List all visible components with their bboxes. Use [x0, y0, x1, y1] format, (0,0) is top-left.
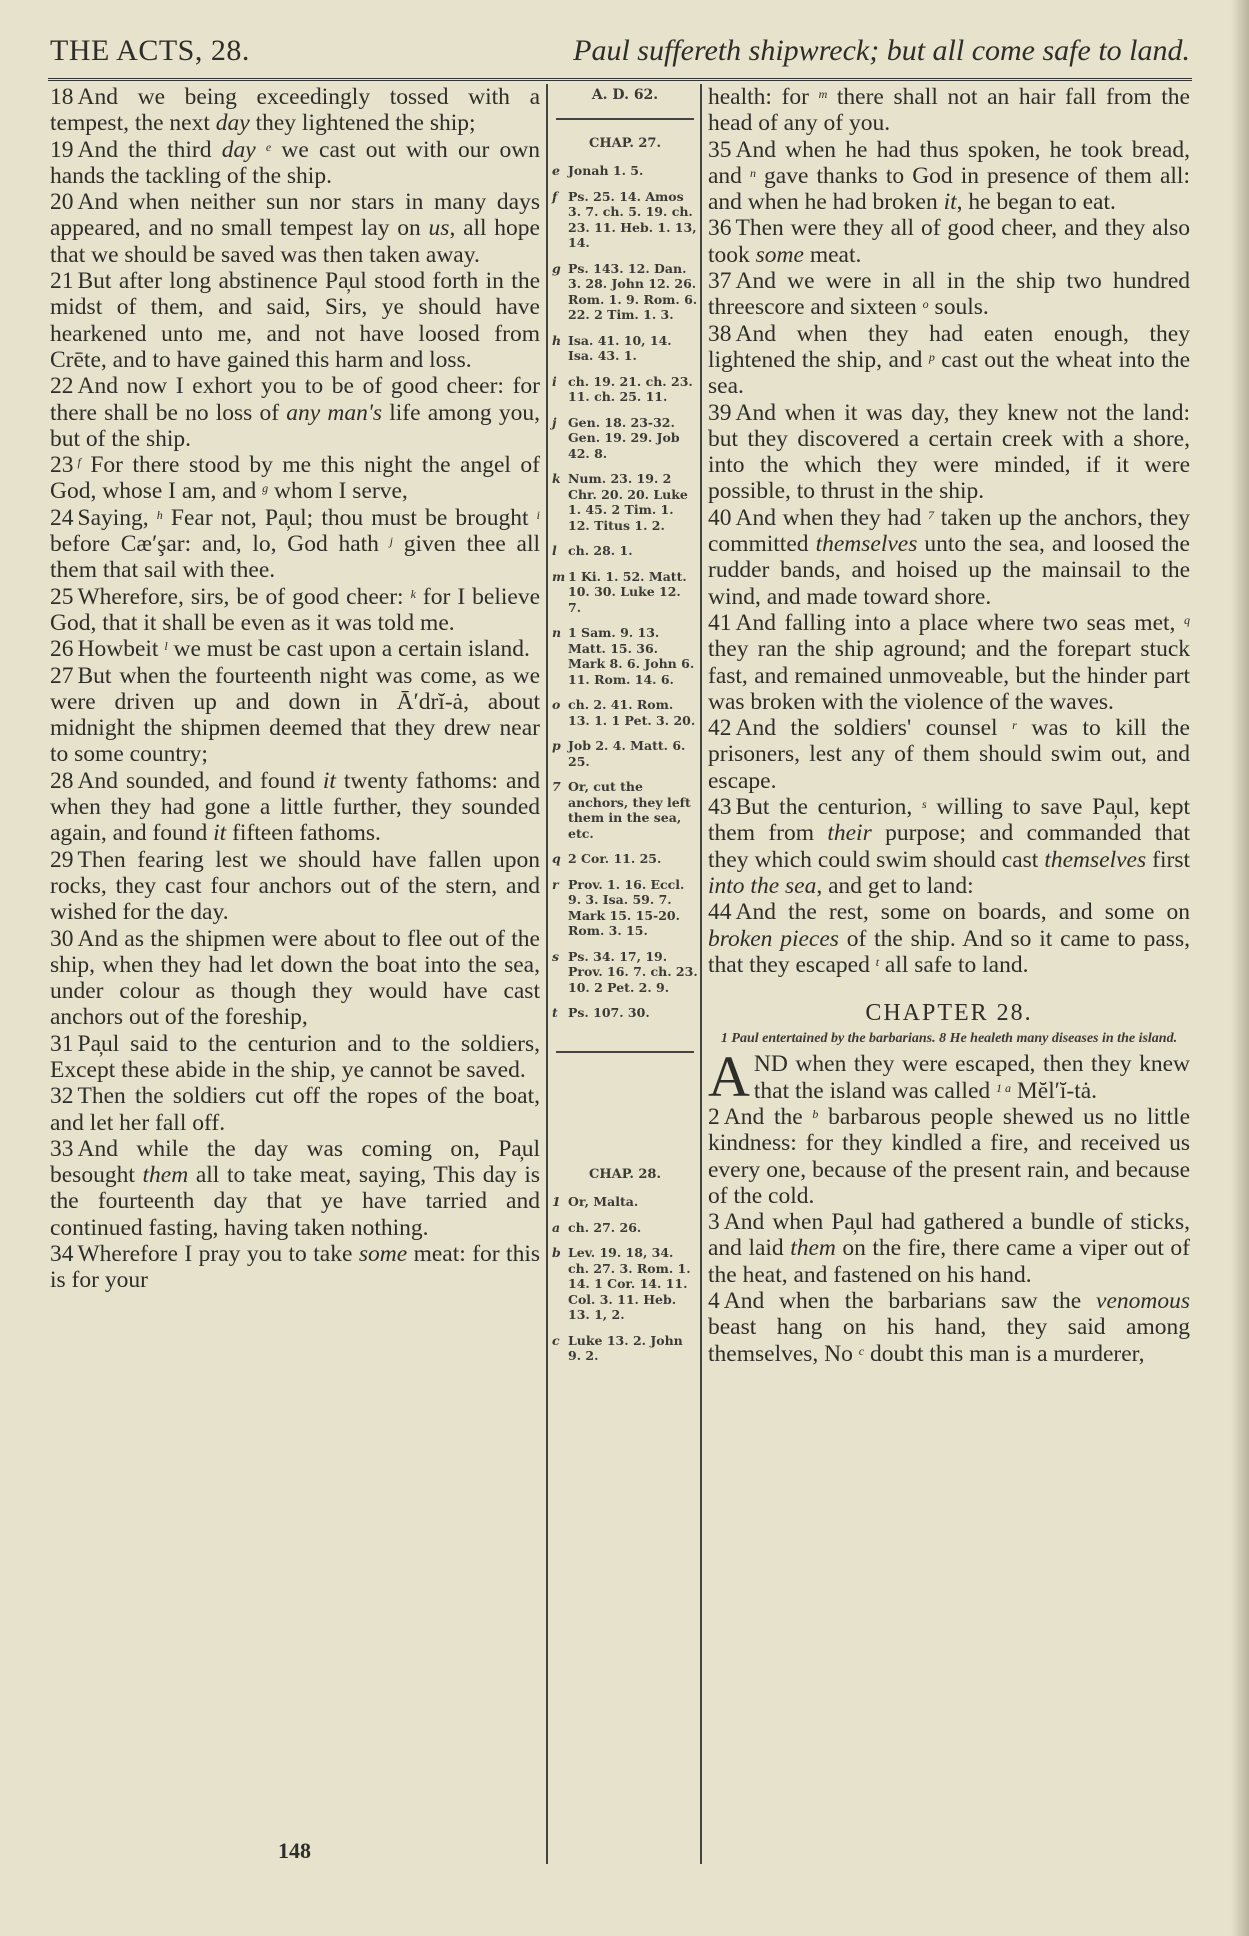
cross-reference: [552, 1194, 698, 1210]
verse: [708, 715, 1190, 794]
reference-mark: b: [812, 1106, 819, 1121]
reference-text: 2 Cor. 11. 25.: [568, 851, 662, 866]
verse-text: And as the shipmen were about to flee out of the ship, when they had let down the boat into the sea, under colour as though they would have cast anchors out of the foreship,: [50, 925, 540, 1031]
reference-mark: f: [77, 455, 81, 470]
cross-reference: [552, 189, 698, 251]
italic-text: it: [213, 820, 227, 847]
cross-reference: [552, 374, 698, 405]
italic-text: themselves: [1044, 846, 1147, 873]
reference-marker: 7: [552, 779, 561, 794]
italic-text: it: [322, 767, 336, 794]
reference-marker: t: [552, 1005, 558, 1020]
verse-text: ND when they were escaped, then they knew that the island was called $^{1 a}$ Mĕl′ĭ-tȧ.: [753, 1051, 1190, 1104]
chapter-heading: CHAPTER 28.: [865, 1000, 1033, 1027]
verse-number: 26: [50, 636, 74, 663]
reference-text: Or, Malta.: [568, 1194, 639, 1209]
column-divider: [700, 84, 702, 1864]
reference-mark: l: [164, 639, 168, 654]
verse-number: 28: [50, 767, 74, 794]
verse-text: health: for $^m$ there shall not an hair fall from the head of any of you.: [708, 84, 1190, 137]
verse-number: 39: [708, 399, 732, 426]
italic-text: themselves: [815, 531, 918, 558]
verse: [50, 505, 540, 584]
verse-number: 31: [50, 1030, 74, 1057]
cross-reference: [552, 333, 698, 364]
book-chapter-title: THE ACTS, 28.: [50, 34, 250, 67]
reference-mark: e: [265, 139, 272, 154]
verse-text: Then the soldiers cut off the ropes of the boat, and let her fall off.: [50, 1083, 540, 1136]
cross-reference: [552, 949, 698, 996]
verse: [708, 84, 1190, 137]
italic-text: them: [790, 1235, 836, 1262]
cross-reference: [552, 1333, 698, 1364]
cross-reference: [552, 1005, 698, 1021]
chapter-27-refs-label: CHAP. 27.: [588, 135, 661, 151]
reference-text: Prov. 1. 16. Eccl. 9. 3. Isa. 59. 7. Mark 15. 15-20. Rom. 3. 15.: [568, 876, 685, 938]
cross-reference: [552, 851, 698, 867]
verse-text: And the $^b$ barbarous people shewed us no little kindness: for they kindled a fire, and received us every one, because of the present rain, and because of the cold.: [708, 1103, 1190, 1209]
verse: [50, 268, 540, 373]
reference-marker: e: [552, 163, 560, 178]
reference-text: ch. 28. 1.: [568, 543, 633, 558]
verse-text: And when it was day, they knew not the land: but they discovered a certain creek with a shore, into the which they were minded, if it were possible, to thrust in the ship.: [708, 399, 1190, 505]
cross-reference: [552, 697, 698, 728]
verse: [50, 1031, 540, 1084]
reference-text: Ps. 107. 30.: [568, 1005, 650, 1020]
verse: [708, 321, 1190, 400]
running-header: [50, 30, 1190, 72]
chapter-27-references: [552, 163, 698, 1021]
italic-text: their: [827, 820, 872, 847]
verse-text: And when Pa̦ul had gathered a bundle of sticks, and laid them on the fire, there came a viper out of the heat, and fastened on his hand.: [708, 1209, 1190, 1288]
right-text-column: [708, 84, 1190, 1367]
verse-text: Wherefore, sirs, be of good cheer: $^k$ for I believe God, that it shall be even as it was told me.: [50, 583, 540, 636]
chapter-summary: 1 Paul entertained by the barbarians. 8 He healeth many diseases in the island.: [720, 1031, 1178, 1047]
cross-reference: [552, 569, 698, 616]
italic-text: day: [221, 136, 256, 163]
page-summary: Paul suffereth shipwreck; but all come safe to land.: [573, 34, 1190, 67]
era-date: A. D. 62.: [591, 87, 659, 103]
verse: [708, 794, 1190, 899]
verse-number: 19: [50, 136, 74, 163]
verse-text: And when neither sun nor stars in many days appeared, and no small tempest lay on us, all hope that we should be saved was then taken away.: [50, 189, 540, 268]
reference-marker: l: [552, 543, 557, 558]
verse-number: 25: [50, 583, 74, 610]
verse: [708, 137, 1190, 216]
verse-text: And when they had $^7$ taken up the anchors, they committed themselves unto the sea, and loosed the rudder bands, and hoised up the mainsail to the wind, and made toward shore.: [708, 504, 1191, 610]
verse-number: 42: [708, 715, 732, 742]
reference-text: Or, cut the anchors, they left them in the sea, etc.: [568, 779, 691, 841]
verse-number: 29: [50, 846, 74, 873]
reference-text: ch. 19. 21. ch. 23. 11. ch. 25. 11.: [568, 373, 693, 404]
verse: [50, 768, 540, 847]
italic-text: them: [142, 1162, 189, 1189]
reference-text: 1 Sam. 9. 13. Matt. 15. 36. Mark 8. 6. John 6. 11. Rom. 14. 6.: [568, 625, 695, 687]
verse-text: Then were they all of good cheer, and they also took some meat.: [708, 215, 1190, 268]
verse-number: 36: [708, 215, 732, 242]
reference-marker: k: [552, 471, 561, 486]
reference-text: 1 Ki. 1. 52. Matt. 10. 30. Luke 12. 7.: [568, 568, 687, 615]
verse-text: And we were in all in the ship two hundred threescore and sixteen $^o$ souls.: [708, 268, 1190, 321]
reference-text: Ps. 143. 12. Dan. 3. 28. John 12. 26. Rom. 1. 9. Rom. 6. 22. 2 Tim. 1. 3.: [568, 260, 698, 322]
cross-reference: [552, 1220, 698, 1236]
reference-marker: p: [552, 738, 561, 753]
verse-number: 44: [708, 899, 732, 926]
verse-number: 38: [708, 320, 732, 347]
reference-marker: s: [552, 948, 560, 964]
reference-text: Luke 13. 2. John 9. 2.: [568, 1332, 683, 1363]
verse: [708, 1209, 1190, 1288]
verse: [708, 899, 1190, 978]
verse-text: Pa̦ul said to the centurion and to the soldiers, Except these abide in the ship, ye cannot be saved.: [50, 1030, 540, 1083]
italic-text: day: [215, 110, 250, 137]
reference-marker: b: [552, 1245, 561, 1260]
cross-reference: [552, 471, 698, 533]
verse-text: And the third day $^e$ we cast out with our own hands the tackling of the ship.: [50, 136, 540, 189]
reference-mark: r: [1012, 718, 1017, 733]
verse-text: $^f$ For there stood by me this night the angel of God, whose I am, and $^g$ whom I serve,: [50, 452, 540, 505]
verse-number: 41: [708, 609, 732, 636]
reference-mark: k: [410, 586, 416, 601]
reference-mark: g: [262, 481, 269, 496]
verse-text: But after long abstinence Pa̦ul stood forth in the midst of them, and said, Sirs, ye should have hearkened unto me, and not have loosed from Crēte, and to have gained this harm and loss.: [50, 268, 540, 373]
cross-reference-column: [552, 88, 698, 1374]
verse-number: 43: [708, 794, 732, 821]
verse-number: 4: [708, 1288, 720, 1315]
reference-mark: p: [928, 349, 935, 364]
verse-number: 37: [708, 268, 732, 295]
verse: [708, 505, 1190, 610]
verse: [50, 1241, 540, 1294]
verse-text: Wherefore I pray you to take some meat: for this is for your: [50, 1241, 540, 1294]
italic-text: into the sea: [708, 872, 817, 899]
divider: [556, 1051, 694, 1053]
reference-mark: c: [858, 1343, 865, 1358]
reference-text: Lev. 19. 18, 34. ch. 27. 3. Rom. 1. 14. 1 Cor. 14. 11. Col. 3. 11. Heb. 13. 1, 2.: [568, 1245, 691, 1322]
reference-mark: m: [818, 87, 828, 101]
verse-text: But the centurion, $^s$ willing to save Pa̦ul, kept them from their purpose; and commanded that they which could swim should cast themselves first into the sea, and get to land:: [708, 794, 1191, 899]
cross-reference: [552, 779, 698, 841]
verse-number: 23: [50, 452, 74, 479]
verse: [50, 189, 540, 268]
page-number: 148: [278, 1838, 311, 1863]
cross-reference: [552, 1245, 698, 1323]
reference-text: Job 2. 4. Matt. 6. 25.: [568, 738, 686, 769]
reference-marker: n: [552, 625, 562, 640]
cross-reference: [552, 415, 698, 462]
verse-text: And falling into a place where two seas met, $^q$ they ran the ship aground; and the forepart stuck fast, and remained unmoveable, but the hinder part was broken with the violence of the waves.: [708, 609, 1190, 715]
verse-text: And when they had eaten enough, they lightened the ship, and $^p$ cast out the wheat into the sea.: [708, 320, 1191, 400]
verse-number: 22: [50, 373, 74, 400]
cross-reference: [552, 163, 698, 179]
verse-number: 20: [50, 189, 74, 216]
italic-text: any man's: [286, 399, 383, 426]
cross-reference: [552, 877, 698, 939]
chapter-28-refs-label: CHAP. 28.: [588, 1166, 661, 1182]
italic-text: some: [358, 1241, 408, 1268]
verse-1: [708, 1044, 1190, 1110]
verse-number: 27: [50, 662, 74, 689]
reference-marker: m: [552, 568, 566, 584]
verse: [708, 215, 1190, 268]
verse: [50, 1136, 540, 1241]
cross-reference: [552, 261, 698, 323]
reference-text: Num. 23. 19. 2 Chr. 20. 20. Luke 1. 45. 2 Tim. 1. 12. Titus 1. 2.: [568, 471, 688, 533]
verse-number: 32: [50, 1083, 74, 1110]
verse-text: And we being exceedingly tossed with a tempest, the next day they lightened the ship;: [50, 84, 540, 137]
reference-text: Jonah 1. 5.: [568, 163, 644, 178]
verse-number: 24: [50, 504, 74, 531]
verse: [708, 1288, 1190, 1367]
reference-marker: f: [552, 188, 558, 204]
verse-text: But when the fourteenth night was come, as we were driven up and down in Ā′drĭ-ȧ, about midnight the shipmen deemed that they drew near to some country;: [50, 662, 540, 768]
reference-marker: r: [552, 876, 559, 892]
verse: [50, 663, 540, 768]
verse-number: 3: [708, 1209, 720, 1236]
verse-number: 34: [50, 1241, 74, 1268]
reference-marker: i: [552, 373, 557, 389]
divider: [556, 118, 694, 120]
verse-text: And the soldiers' counsel $^r$ was to kill the prisoners, lest any of them should swim out, and escape.: [708, 715, 1190, 794]
reference-marker: h: [552, 332, 562, 348]
reference-marker: 1: [552, 1194, 561, 1209]
drop-cap: A: [708, 1044, 750, 1110]
verse-number: 21: [50, 268, 74, 295]
verse: [50, 636, 540, 662]
verse: [708, 610, 1190, 715]
reference-text: Ps. 34. 17, 19. Prov. 16. 7. ch. 23. 10. 2 Pet. 2. 9.: [568, 948, 698, 995]
reference-mark: 1 a: [996, 1080, 1011, 1095]
verse: [708, 1104, 1190, 1209]
reference-text: Isa. 41. 10, 14. Isa. 43. 1.: [568, 332, 672, 363]
reference-mark: t: [875, 954, 880, 969]
reference-mark: h: [156, 507, 163, 522]
verse: [50, 584, 540, 637]
italic-text: us: [428, 215, 450, 242]
verse-text: And while the day was coming on, Pa̦ul besought them all to take meat, saying, This day is the fourteenth day that ye have tarried and continued fasting, having taken nothing.: [50, 1135, 541, 1241]
verse-number: 40: [708, 504, 732, 531]
verse: [50, 373, 540, 452]
verse-text: And the rest, some on boards, and some on broken pieces of the ship. And so it came to pass, that they escaped $^t$ all safe to land.: [708, 899, 1190, 978]
verse: [50, 84, 540, 137]
reference-text: Ps. 25. 14. Amos 3. 7. ch. 5. 19. ch. 23. 11. Heb. 1. 13, 14.: [568, 188, 697, 250]
cross-reference: [552, 543, 698, 559]
verse-text: And now I exhort you to be of good cheer: for there shall be no loss of any man's life among you, but of the ship.: [50, 373, 540, 452]
verse-number: 33: [50, 1135, 74, 1162]
reference-text: Gen. 18. 23-32. Gen. 19. 29. Job 42. 8.: [568, 414, 680, 461]
verse-text: Howbeit $^l$ we must be cast upon a certain island.: [77, 636, 530, 663]
verse-text: And when he had thus spoken, he took bread, and $^n$ gave thanks to God in presence of them all: and when he had broken it, he began to eat.: [708, 136, 1190, 216]
italic-text: venomous: [1096, 1288, 1190, 1315]
verse-text: And sounded, and found it twenty fathoms: and when they had gone a little further, they sounded again, and found it fifteen fathoms.: [50, 767, 540, 847]
reference-marker: j: [552, 414, 557, 430]
verse: [708, 400, 1190, 505]
reference-marker: c: [552, 1332, 560, 1348]
chapter-28-references: [552, 1194, 698, 1364]
verse-text: And when the barbarians saw the venomous beast hang on his hand, they said among themselves, No $^c$ doubt this man is a murderer,: [708, 1288, 1190, 1367]
italic-text: it: [943, 189, 957, 216]
column-divider: [546, 84, 548, 1864]
reference-text: ch. 2. 41. Rom. 13. 1. 1 Pet. 3. 20.: [568, 697, 696, 728]
reference-marker: g: [552, 260, 561, 276]
page-edge: [1231, 0, 1249, 1936]
reference-mark: o: [922, 297, 929, 312]
reference-mark: q: [1184, 612, 1190, 627]
verse: [50, 452, 540, 505]
left-text-column: [50, 84, 540, 1294]
verse-number: 30: [50, 925, 74, 952]
cross-reference: [552, 625, 698, 687]
reference-mark: n: [749, 165, 756, 180]
reference-marker: o: [552, 697, 561, 712]
italic-text: broken pieces: [708, 925, 839, 952]
header-rule: [48, 78, 1192, 83]
reference-text: ch. 27. 26.: [568, 1219, 642, 1235]
reference-marker: a: [552, 1219, 561, 1235]
verse-text: Then fearing lest we should have fallen upon rocks, they cast four anchors out of the stern, and wished for the day.: [50, 846, 540, 926]
reference-mark: i: [536, 507, 540, 522]
reference-mark: s: [921, 797, 927, 812]
cross-reference: [552, 738, 698, 769]
italic-text: some: [755, 241, 804, 268]
verse-number: 18: [50, 84, 74, 110]
verse: [708, 268, 1190, 321]
reference-mark: 7: [928, 507, 935, 522]
verse-text: Saying, $^h$ Fear not, Pa̦ul; thou must be brought $^i$ before Cæ′şar: and, lo, God hath $^j$ given thee all them that sail with thee.: [50, 504, 540, 584]
reference-mark: j: [389, 534, 393, 549]
verse: [50, 137, 540, 190]
verse: [50, 926, 540, 1031]
verse: [50, 847, 540, 926]
verse: [50, 1083, 540, 1136]
verse-number: 35: [708, 136, 732, 163]
verse-number: 2: [708, 1103, 720, 1130]
reference-marker: q: [552, 851, 561, 866]
